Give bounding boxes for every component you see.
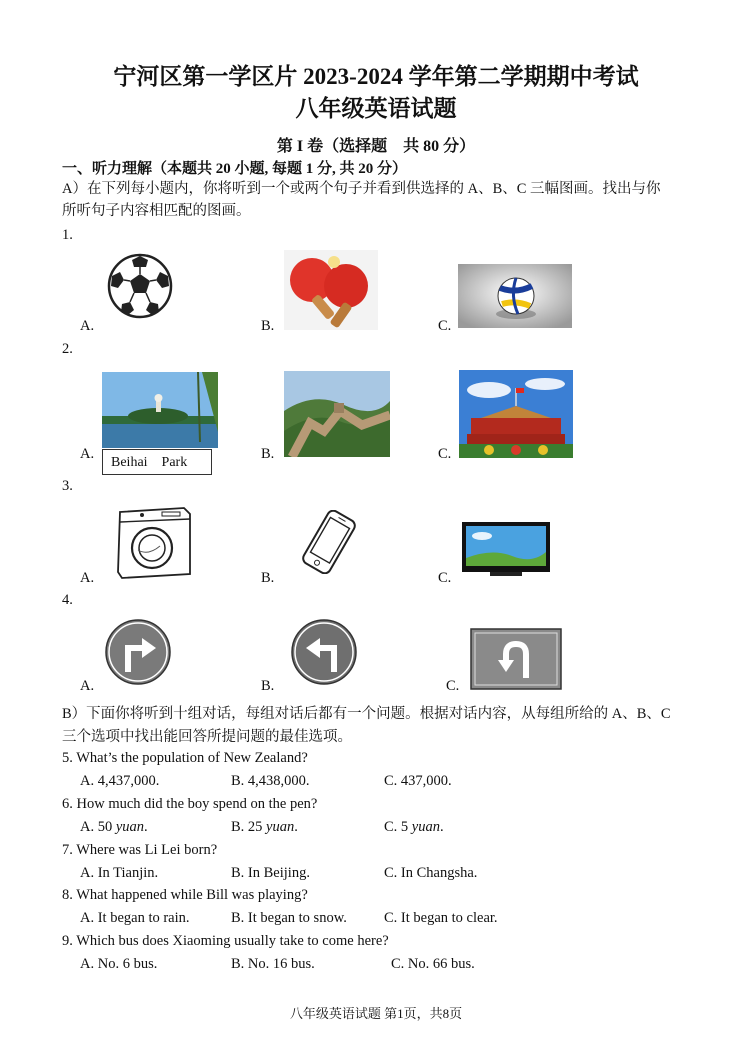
beihai-park-photo [102,372,218,448]
part-a-instructions-1: A）在下列每小题内，你将听到一个或两个句子并看到供选择的 A、B、C 三幅图画。找出与你 [62,181,661,197]
question-number: 4. [62,592,73,608]
u-turn-sign-icon [470,628,562,690]
option-c: C. In Changsha. [384,865,478,881]
option-c: C. 5 yuan. [384,819,444,835]
question-6: 6. How much did the boy spend on the pen? [62,796,318,812]
option-c: C. 437,000. [384,773,452,789]
smartphone-icon [294,510,364,574]
volume-heading: 第 I 卷（选择题 共 80 分） [276,138,476,155]
question-number: 2. [62,341,73,357]
beihai-park-caption: Beihai Park [102,449,212,475]
page-footer: 八年级英语试题 第1页，共8页 [289,1006,463,1021]
great-wall-photo [284,371,390,457]
question-7: 7. Where was Li Lei born? [62,842,218,858]
exam-title: 宁河区第一学区片 2023-2024 学年第二学期期中考试 [113,64,639,89]
washing-machine-icon [112,504,194,580]
option-b: B. 4,438,000. [231,773,310,789]
question-5: 5. What’s the population of New Zealand? [62,750,308,766]
option-label: A. [80,318,95,334]
part-b-instructions-1: B）下面你将听到十组对话，每组对话后都有一个问题。根据对话内容，从每组所给的 A、B、C [62,706,671,722]
tiananmen-photo [459,370,573,458]
part-b-instructions-2: 三个选项中找出能回答所提问题的最佳选项。 [62,729,352,745]
option-label: A. [80,678,95,694]
option-b: B. No. 16 bus. [231,956,315,972]
option-a: A. 4,437,000. [80,773,160,789]
turn-left-sign-icon [290,618,358,686]
volleyball-icon [458,264,572,328]
part-a-instructions-2: 所听句子内容相匹配的图画。 [62,203,251,219]
option-label: C. [438,446,452,462]
option-label: A. [80,446,95,462]
option-label: C. [438,570,452,586]
question-number: 3. [62,478,73,494]
question-9: 9. Which bus does Xiaoming usually take to come here? [62,933,389,949]
television-icon [462,522,550,580]
section-heading: 一、听力理解（本题共 20 小题, 每题 1 分, 共 20 分） [62,161,408,177]
ping-pong-paddles-icon [284,250,378,330]
option-label: B. [261,318,275,334]
option-label: B. [261,570,275,586]
option-a: A. In Tianjin. [80,865,159,881]
soccer-ball-icon [106,252,174,320]
option-b: B. It began to snow. [231,910,347,926]
question-number: 1. [62,227,73,243]
turn-right-sign-icon [104,618,172,686]
question-8: 8. What happened while Bill was playing? [62,887,308,903]
option-a: A. No. 6 bus. [80,956,158,972]
option-label: C. [438,318,452,334]
option-b: B. In Beijing. [231,865,310,881]
option-c: C. It began to clear. [384,910,498,926]
option-a: A. It began to rain. [80,910,190,926]
option-label: A. [80,570,95,586]
option-a: A. 50 yuan. [80,819,148,835]
exam-subtitle: 八年级英语试题 [295,96,457,121]
option-label: B. [261,446,275,462]
option-label: B. [261,678,275,694]
option-c: C. No. 66 bus. [391,956,475,972]
option-b: B. 25 yuan. [231,819,298,835]
option-label: C. [446,678,460,694]
